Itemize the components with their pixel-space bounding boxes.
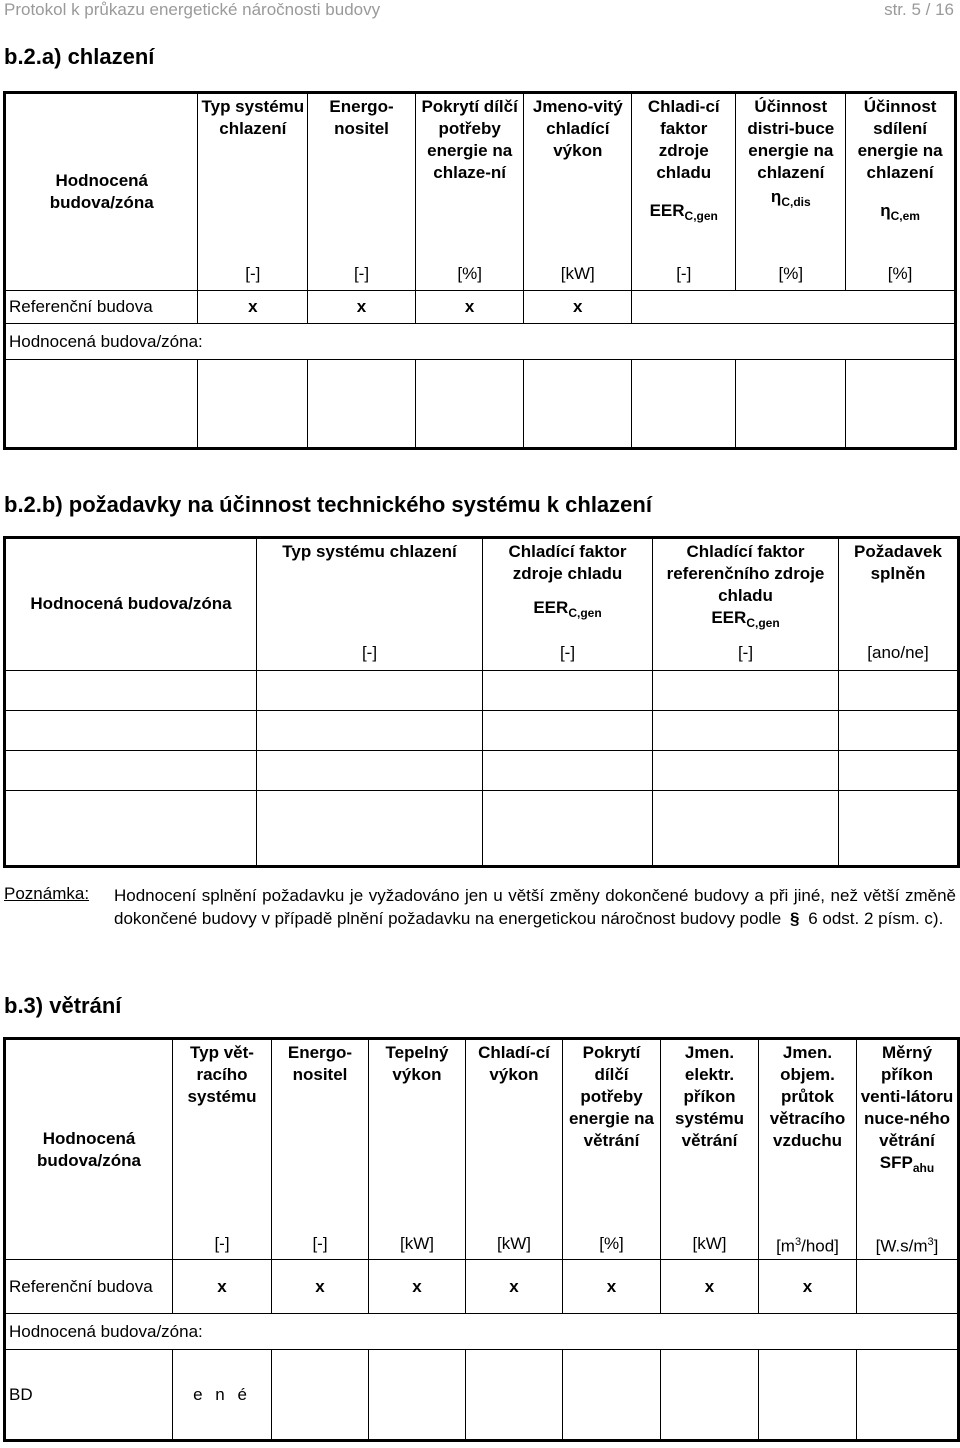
req-cell bbox=[839, 790, 959, 867]
req-unit: [ano/ne] bbox=[839, 636, 959, 670]
req-col-fulfilled: Požadavek splněn bbox=[839, 538, 959, 637]
vent-cell bbox=[759, 1350, 857, 1441]
cooling-eval-cell bbox=[736, 360, 846, 449]
vent-ref-value: x bbox=[173, 1260, 272, 1314]
cooling-eval-cell bbox=[632, 360, 736, 449]
req-cell bbox=[483, 710, 653, 750]
note-text: Hodnocení splnění požadavku je vyžadováno jen u větší změny dokončené budovy a při jiné, než větší změně dokončené budovy v případě plnění požadavku na energetickou náročnost budovy podle § 6 odst. 2 písm. c). bbox=[114, 886, 956, 928]
vent-unit: [kW] bbox=[466, 1229, 563, 1260]
vent-unit: [-] bbox=[173, 1229, 272, 1260]
cooling-unit: [kW] bbox=[524, 259, 632, 291]
req-cell bbox=[5, 710, 257, 750]
cooling-ref-value: x bbox=[415, 291, 524, 324]
req-cell bbox=[483, 670, 653, 710]
vent-unit: $[W.s/m^3]$ bbox=[857, 1229, 959, 1260]
vent-unit: [kW] bbox=[369, 1229, 466, 1260]
cooling-unit: [-] bbox=[632, 259, 736, 291]
vent-ref-label: Referenční budova bbox=[5, 1260, 173, 1314]
vent-ref-value: x bbox=[369, 1260, 466, 1314]
req-cell bbox=[5, 750, 257, 790]
req-cell bbox=[653, 670, 839, 710]
vent-cell bbox=[466, 1350, 563, 1441]
vent-col-heating-power: Tepelný výkon bbox=[369, 1039, 466, 1229]
req-cell bbox=[653, 790, 839, 867]
req-cell bbox=[839, 750, 959, 790]
req-cell bbox=[839, 670, 959, 710]
req-cell bbox=[257, 790, 483, 867]
req-zone-header: Hodnocená budova/zóna bbox=[5, 538, 257, 671]
page-number: str. 5 / 16 bbox=[884, 0, 954, 19]
req-cell bbox=[257, 670, 483, 710]
cooling-ref-value: x bbox=[308, 291, 416, 324]
vent-row-zone: BD bbox=[5, 1350, 173, 1441]
cooling-col-rated-power: Jmeno-vitý chladící výkon bbox=[524, 93, 632, 259]
cooling-eval-cell bbox=[308, 360, 416, 449]
section-a-title: b.2.a) chlazení bbox=[4, 44, 155, 69]
cooling-unit: [%] bbox=[846, 259, 956, 291]
document-title: Protokol k průkazu energetické náročnosti budovy bbox=[4, 0, 381, 19]
req-cell bbox=[653, 750, 839, 790]
cooling-eval-cell bbox=[198, 360, 308, 449]
cooling-unit: [%] bbox=[415, 259, 524, 291]
cooling-eval-cell bbox=[415, 360, 524, 449]
cooling-unit: [%] bbox=[736, 259, 846, 291]
req-cell bbox=[483, 790, 653, 867]
req-cell bbox=[483, 750, 653, 790]
req-unit: [-] bbox=[653, 636, 839, 670]
cooling-eval-cell bbox=[5, 360, 198, 449]
cooling-ref-label: Referenční budova bbox=[5, 291, 198, 324]
req-cell bbox=[5, 670, 257, 710]
vent-col-sfp: Měrný příkon venti-látoru nuce-ného větrání $SFP_{ahu}$ bbox=[857, 1039, 959, 1229]
cooling-unit: [-] bbox=[198, 259, 308, 291]
cooling-requirements-table bbox=[3, 536, 960, 868]
vent-unit: [%] bbox=[563, 1229, 661, 1260]
vent-unit: [-] bbox=[272, 1229, 369, 1260]
cooling-col-energy-carrier: Energo-nositel bbox=[308, 93, 416, 259]
vent-col-type: Typ vět-racího systému bbox=[173, 1039, 272, 1229]
vent-ref-value: x bbox=[272, 1260, 369, 1314]
cooling-eval-cell bbox=[524, 360, 632, 449]
ventilation-table bbox=[3, 1037, 960, 1442]
vent-ref-value: x bbox=[759, 1260, 857, 1314]
section-c-title: b.3) větrání bbox=[4, 993, 122, 1018]
vent-col-coverage: Pokrytí dílčí potřeby energie na větrání bbox=[563, 1039, 661, 1229]
vent-row-energy: e n é bbox=[173, 1350, 272, 1441]
req-cell bbox=[839, 710, 959, 750]
cooling-ref-value: x bbox=[524, 291, 632, 324]
cooling-unit: [-] bbox=[308, 259, 416, 291]
vent-col-airflow: Jmen. objem. průtok větracího vzduchu bbox=[759, 1039, 857, 1229]
req-col-ref-eer: Chladící faktor referenčního zdroje chladu $EER_{C,gen}$ bbox=[653, 538, 839, 637]
vent-cell bbox=[369, 1350, 466, 1441]
vent-zone-header: Hodnocená budova/zóna bbox=[5, 1039, 173, 1260]
vent-ref-value: x bbox=[661, 1260, 759, 1314]
vent-ref-empty bbox=[857, 1260, 959, 1314]
vent-cell bbox=[563, 1350, 661, 1441]
cooling-eval-cell bbox=[846, 360, 956, 449]
cooling-col-emission-eff: Účinnost sdílení energie na chlazení $\eta_{C,em}$ bbox=[846, 93, 956, 259]
vent-col-cooling-power: Chladí-cí výkon bbox=[466, 1039, 563, 1229]
vent-eval-label: Hodnocená budova/zóna: bbox=[5, 1314, 959, 1350]
req-cell bbox=[5, 790, 257, 867]
cooling-col-distribution-eff: Účinnost distri-buce energie na chlazení $\eta_{C,dis}$ bbox=[736, 93, 846, 259]
note-label: Poznámka: bbox=[4, 884, 90, 903]
cooling-ref-empty bbox=[632, 291, 956, 324]
vent-unit: $[m^3/hod]$ bbox=[759, 1229, 857, 1260]
cooling-col-coverage: Pokrytí dílčí potřeby energie na chlaze-ní bbox=[415, 93, 524, 259]
cooling-col-type: Typ systému chlazení bbox=[198, 93, 308, 259]
vent-cell bbox=[272, 1350, 369, 1441]
cooling-ref-value: x bbox=[198, 291, 308, 324]
vent-cell bbox=[661, 1350, 759, 1441]
vent-col-electric-input: Jmen. elektr. příkon systému větrání bbox=[661, 1039, 759, 1229]
cooling-eval-label: Hodnocená budova/zóna: bbox=[5, 324, 956, 360]
req-col-eer: Chladící faktor zdroje chladu $EER_{C,gen}$ bbox=[483, 538, 653, 637]
section-b-title: b.2.b) požadavky na účinnost technického systému k chlazení bbox=[4, 492, 652, 517]
req-cell bbox=[257, 750, 483, 790]
cooling-col-eer: Chladi-cí faktor zdroje chladu $EER_{C,gen}$ bbox=[632, 93, 736, 259]
vent-unit: [kW] bbox=[661, 1229, 759, 1260]
vent-ref-value: x bbox=[466, 1260, 563, 1314]
vent-col-energy-carrier: Energo-nositel bbox=[272, 1039, 369, 1229]
req-unit: [-] bbox=[257, 636, 483, 670]
vent-ref-value: x bbox=[563, 1260, 661, 1314]
paragraph-sign-icon: § bbox=[790, 909, 800, 928]
vent-cell bbox=[857, 1350, 959, 1441]
cooling-table bbox=[3, 91, 957, 450]
cooling-zone-header: Hodnocená budova/zóna bbox=[5, 93, 198, 291]
req-col-type: Typ systému chlazení bbox=[257, 538, 483, 637]
req-cell bbox=[257, 710, 483, 750]
req-unit: [-] bbox=[483, 636, 653, 670]
req-cell bbox=[653, 710, 839, 750]
